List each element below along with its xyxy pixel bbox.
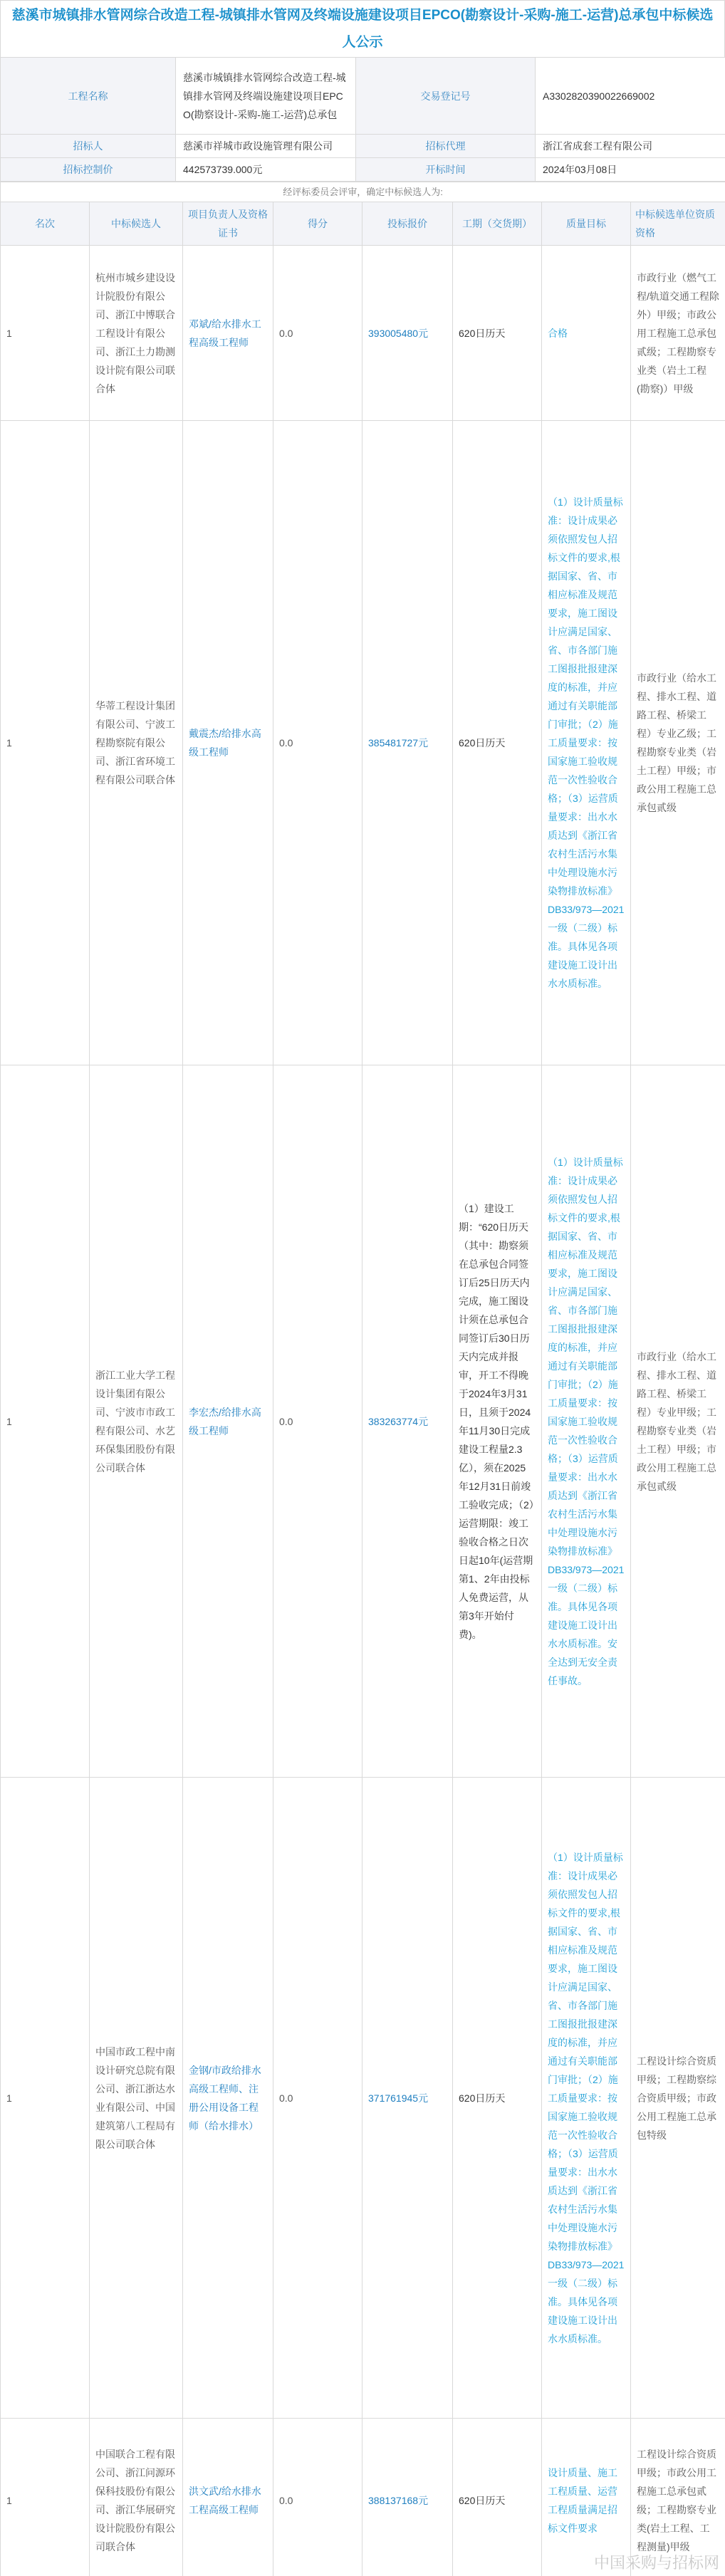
header-quality: 质量目标	[542, 202, 631, 246]
watermark: 中国采购与招标网	[593, 2555, 719, 2572]
candidate-manager: 戴震杰/给排水高级工程师	[183, 421, 273, 1065]
candidate-rank: 1	[1, 421, 90, 1065]
table-row	[1, 421, 725, 1065]
project-name: 慈溪市城镇排水管网综合改造工程-城镇排水管网及终端设施建设项目EPCO(勘察设计-采购-施工-运营)总承包	[176, 58, 356, 135]
candidate-name: 中国市政工程中南设计研究总院有限公司、浙江浙达水业有限公司、中国建筑第八工程局有限公司联合体	[90, 1778, 183, 2419]
candidate-qualification: 工程设计综合资质甲级；工程勘察综合资质甲级；市政公用工程施工总承包特级	[631, 1778, 725, 2419]
reg-no-label: 交易登记号	[356, 58, 536, 135]
candidate-name: 中国联合工程有限公司、浙江问源环保科技股份有限公司、浙江华展研究设计院股份有限公司联合体	[90, 2419, 183, 2576]
candidate-name: 浙江工业大学工程设计集团有限公司、宁波市市政工程有限公司、水艺环保集团股份有限公司联合体	[90, 1065, 183, 1778]
candidate-quality: （1）设计质量标准：设计成果必须依照发包人招标文件的要求,根据国家、省、市相应标准及规范要求，施工图设计应满足国家、省、市各部门施工图报批报建深度的标准，并应通过有关职能部门审批；（2）施工质量要求：按国家施工验收规范一次性验收合格；（3）运营质量要求：出水水质达到《浙江省农村生活污水集中处理设施水污染物排放标准》DB33/973—2021一级（二级）标准。具体见各项建设施工设计出水水质标准。安全达到无安全责任事故。	[542, 1065, 631, 1778]
candidate-score: 0.0	[273, 246, 362, 421]
candidate-bid: 383263774元	[362, 1065, 453, 1778]
candidate-manager: 李宏杰/给排水高级工程师	[183, 1065, 273, 1778]
candidate-period: 620日历天	[453, 421, 542, 1065]
candidates-table	[0, 182, 725, 2576]
header-rank: 名次	[1, 202, 90, 246]
open-time: 2024年03月08日	[536, 158, 725, 182]
candidate-score: 0.0	[273, 1065, 362, 1778]
candidate-name: 杭州市城乡建设设计院股份有限公司、浙江中博联合工程设计有限公司、浙江土力勘测设计院有限公司联合体	[90, 246, 183, 421]
candidate-bid: 388137168元	[362, 2419, 453, 2576]
candidate-manager: 洪文武/给水排水工程高级工程师	[183, 2419, 273, 2576]
header-manager: 项目负责人及资格证书	[183, 202, 273, 246]
header-name: 中标候选人	[90, 202, 183, 246]
header-qualification: 中标候选单位资质资格	[631, 202, 725, 246]
header-score: 得分	[273, 202, 362, 246]
reg-no: A3302820390022669002	[536, 58, 725, 135]
candidate-period: 620日历天	[453, 2419, 542, 2576]
candidate-qualification: 市政行业（给水工程、排水工程、道路工程、桥梁工程）专业乙级；工程勘察专业类（岩土工程）甲级；市政公用工程施工总承包贰级	[631, 421, 725, 1065]
open-time-label: 开标时间	[356, 158, 536, 182]
candidate-rank: 1	[1, 2419, 90, 2576]
project-info-table	[0, 57, 725, 182]
candidate-score: 0.0	[273, 2419, 362, 2576]
candidate-period: （1）建设工期：“620日历天（其中：勘察须在总承包合同签订后25日历天内完成，施工图设计须在总承包合同签订后30日历天内完成并报审，开工不得晚于2024年3月31日，且须于2024年11月30日完成建设工程量2.3亿），须在2025年12月31日前竣工验收完成；（2）运营期限：竣工验收合格之日次日起10年(运营期第1、2年由投标人免费运营，从第3年开始付费)。	[453, 1065, 542, 1778]
candidate-manager: 金钢/市政给排水高级工程师、注册公用设备工程师（给水排水）	[183, 1778, 273, 2419]
tenderer-label: 招标人	[1, 135, 176, 158]
control-price-label: 招标控制价	[1, 158, 176, 182]
candidate-manager: 邓斌/给水排水工程高级工程师	[183, 246, 273, 421]
candidate-qualification: 市政行业（给水工程、排水工程、道路工程、桥梁工程）专业甲级；工程勘察专业类（岩土工程）甲级；市政公用工程施工总承包贰级	[631, 1065, 725, 1778]
header-bid: 投标报价	[362, 202, 453, 246]
candidate-rank: 1	[1, 1778, 90, 2419]
tenderer: 慈溪市祥城市政设施管理有限公司	[176, 135, 356, 158]
candidate-bid: 393005480元	[362, 246, 453, 421]
page-title: 慈溪市城镇排水管网综合改造工程-城镇排水管网及终端设施建设项目EPCO(勘察设计-采购-施工-运营)总承包中标候选人公示	[0, 0, 725, 57]
candidate-bid: 385481727元	[362, 421, 453, 1065]
candidate-period: 620日历天	[453, 1778, 542, 2419]
table-row	[1, 1065, 725, 1778]
candidate-rank: 1	[1, 1065, 90, 1778]
candidate-score: 0.0	[273, 421, 362, 1065]
agent-label: 招标代理	[356, 135, 536, 158]
candidate-score: 0.0	[273, 1778, 362, 2419]
candidate-quality: 合格	[542, 246, 631, 421]
candidate-name: 华蒂工程设计集团有限公司、宁波工程勘察院有限公司、浙江省环境工程有限公司联合体	[90, 421, 183, 1065]
candidate-rank: 1	[1, 246, 90, 421]
candidate-qualification: 市政行业（燃气工程/轨道交通工程除外）甲级；市政公用工程施工总承包贰级；工程勘察专业类（岩土工程(勘察)）甲级	[631, 246, 725, 421]
table-row	[1, 246, 725, 421]
project-name-label: 工程名称	[1, 58, 176, 135]
candidate-bid: 371761945元	[362, 1778, 453, 2419]
table-row	[1, 1778, 725, 2419]
candidate-qualification: 工程设计综合资质甲级；市政公用工程施工总承包贰级；工程勘察专业类(岩土工程、工程测量)甲级	[631, 2419, 725, 2576]
candidate-quality: （1）设计质量标准：设计成果必须依照发包人招标文件的要求,根据国家、省、市相应标准及规范要求，施工图设计应满足国家、省、市各部门施工图报批报建深度的标准，并应通过有关职能部门审批；（2）施工质量要求：按国家施工验收规范一次性验收合格；（3）运营质量要求：出水水质达到《浙江省农村生活污水集中处理设施水污染物排放标准》DB33/973—2021一级（二级）标准。具体见各项建设施工设计出水水质标准。	[542, 421, 631, 1065]
evaluation-note: 经评标委员会评审，确定中标候选人为:	[1, 182, 725, 202]
agent: 浙江省成套工程有限公司	[536, 135, 725, 158]
header-period: 工期（交货期）	[453, 202, 542, 246]
candidate-quality: 设计质量、施工工程质量、运营工程质量满足招标文件要求	[542, 2419, 631, 2576]
candidate-quality: （1）设计质量标准：设计成果必须依照发包人招标文件的要求,根据国家、省、市相应标准及规范要求，施工图设计应满足国家、省、市各部门施工图报批报建深度的标准，并应通过有关职能部门审批；（2）施工质量要求：按国家施工验收规范一次性验收合格；（3）运营质量要求：出水水质达到《浙江省农村生活污水集中处理设施水污染物排放标准》DB33/973—2021一级（二级）标准。具体见各项建设施工设计出水水质标准。	[542, 1778, 631, 2419]
control-price: 442573739.000元	[176, 158, 356, 182]
candidate-period: 620日历天	[453, 246, 542, 421]
